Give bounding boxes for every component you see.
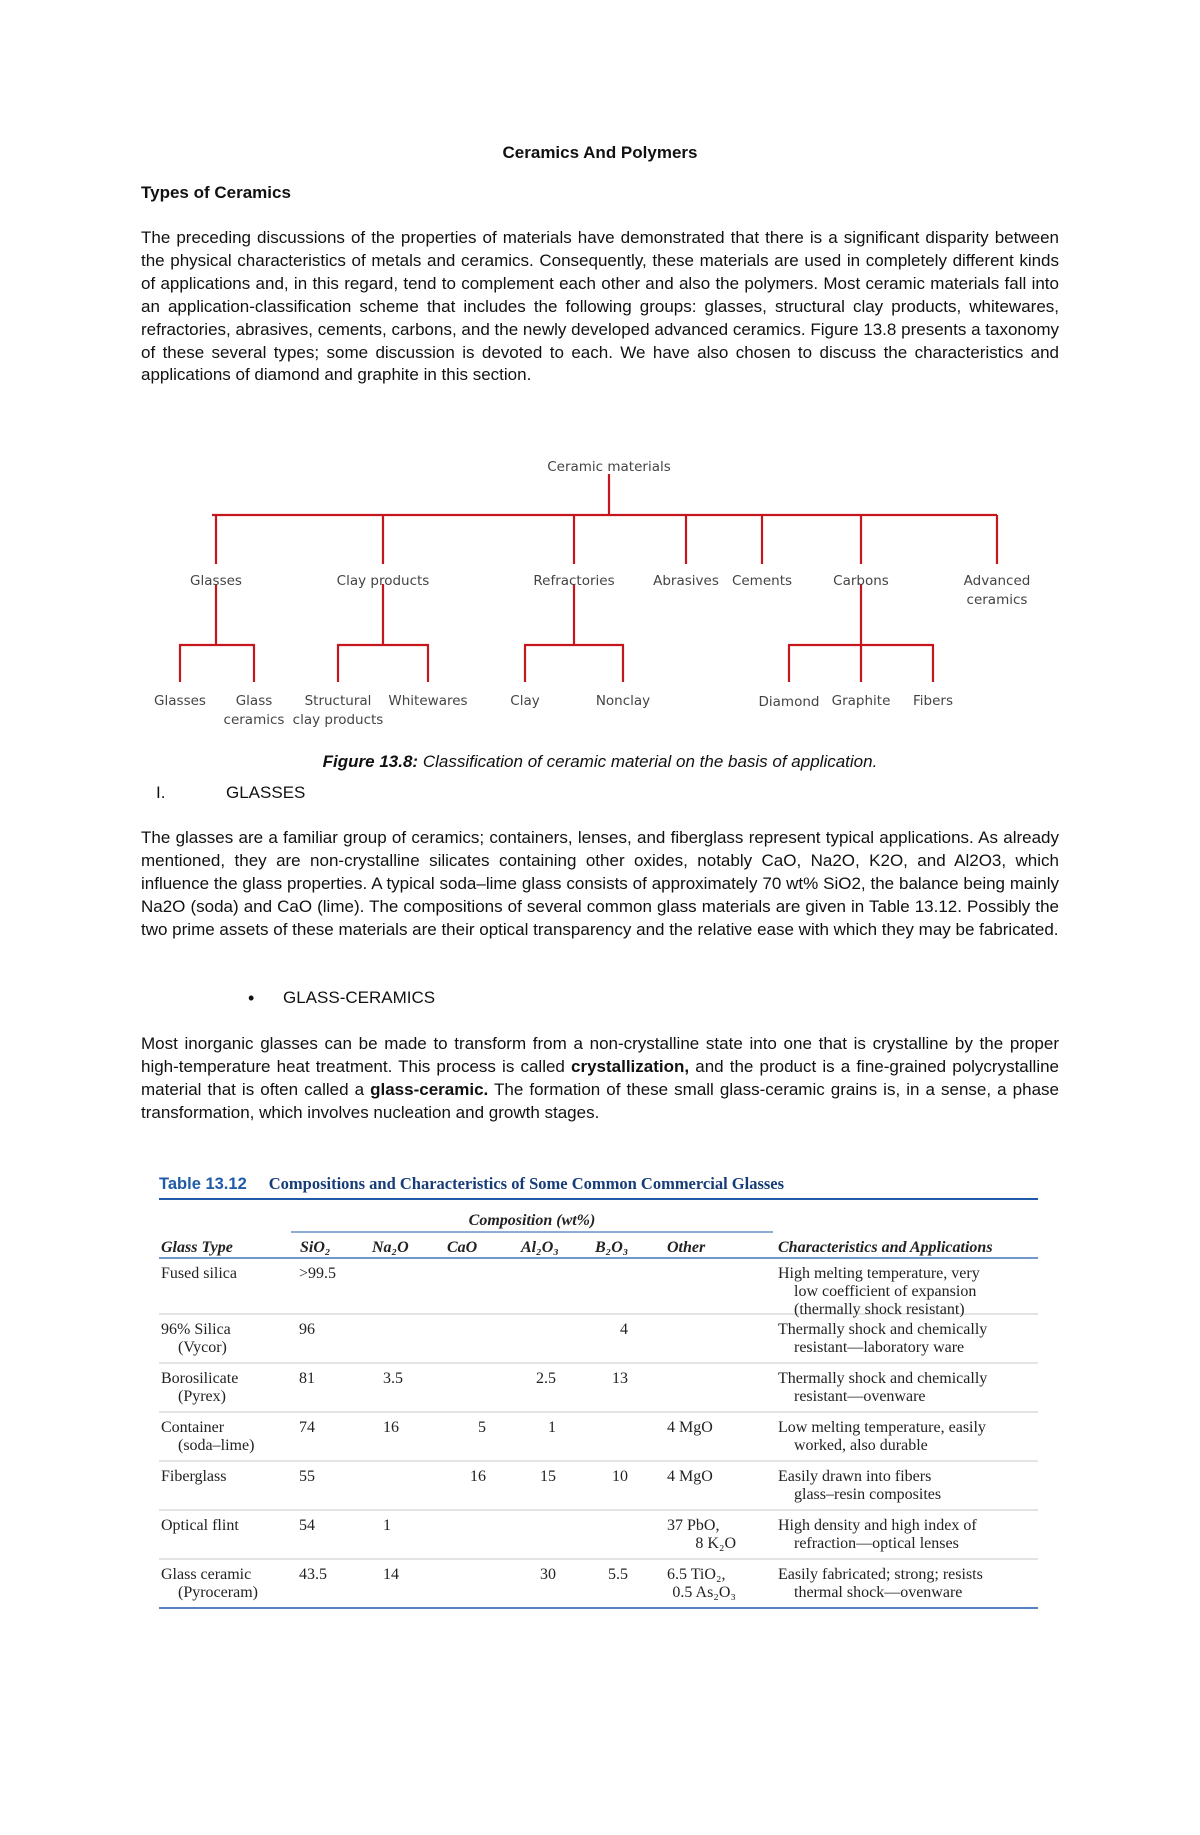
cell-characteristics: resistant—ovenware <box>794 1388 926 1405</box>
leaf-fibers: Fibers <box>913 693 953 709</box>
node-cements: Cements <box>731 573 793 589</box>
leaf-structural-clay-line2: clay products <box>292 712 384 728</box>
cell-al2o3: 15 <box>540 1468 556 1485</box>
cell-characteristics: glass–resin composites <box>794 1486 942 1503</box>
composition-group-header: Composition (wt%) <box>468 1212 596 1229</box>
cell-cao: 5 <box>478 1419 486 1436</box>
cell-other: 8 K₂O <box>695 1535 736 1552</box>
cell-glass-type: Fused silica <box>161 1265 237 1282</box>
cell-other: 0.5 As₂O₃ <box>672 1584 736 1601</box>
cell-characteristics: Low melting temperature, easily <box>778 1419 986 1436</box>
cell-al2o3: 1 <box>548 1419 556 1436</box>
cell-other: 37 PbO, <box>667 1517 720 1534</box>
cell-characteristics: Thermally shock and chemically <box>778 1370 988 1387</box>
cell-na2o: 1 <box>383 1517 391 1534</box>
cell-glass-type: Fiberglass <box>161 1468 227 1485</box>
node-glasses: Glasses <box>190 573 242 589</box>
cell-b2o3: 5.5 <box>608 1566 628 1583</box>
gc-bold-glass-ceramic: glass-ceramic. <box>370 1079 489 1099</box>
glass-compositions-table <box>0 1195 1200 1635</box>
cell-characteristics: thermal shock—ovenware <box>794 1584 963 1601</box>
cell-characteristics: (thermally shock resistant) <box>794 1301 965 1318</box>
col-b2o3: B₂O₃ <box>595 1239 629 1256</box>
cell-sio2: 74 <box>299 1419 315 1436</box>
cell-characteristics: Thermally shock and chemically <box>778 1321 988 1338</box>
leaf-whitewares: Whitewares <box>388 693 468 709</box>
col-characteristics: Characteristics and Applications <box>778 1239 993 1256</box>
leaf-nonclay: Nonclay <box>595 693 651 709</box>
cell-characteristics: High density and high index of <box>778 1517 977 1534</box>
cell-al2o3: 2.5 <box>536 1370 556 1387</box>
node-advanced-ceramics-line2: ceramics <box>966 592 1028 608</box>
table-body <box>161 1265 987 1601</box>
cell-glass-type: (Vycor) <box>178 1339 227 1356</box>
gc-text-a: Most inorganic glasses can be made to transform from a non-crystalline state into one that is crystalline by the proper high-temperature heat treatment. This process is called <box>141 1034 1059 1076</box>
gc-text-b: and the product is a fine-grained polycrystalline material that is often called a <box>141 1056 1059 1099</box>
leaf-glasses: Glasses <box>154 693 206 709</box>
cell-characteristics: worked, also durable <box>794 1437 928 1454</box>
cell-cao: 16 <box>470 1468 486 1485</box>
gc-text-c: The formation of these small glass-ceramic grains is, in a sense, a phase transformation, which involves nucleation and growth stages. <box>141 1079 1059 1122</box>
cell-glass-type: (Pyroceram) <box>178 1584 258 1601</box>
glass-ceramics-paragraph <box>141 1033 1059 1125</box>
leaf-diamond: Diamond <box>758 694 820 710</box>
figure-caption <box>0 752 1200 772</box>
section-number: I. <box>156 783 166 802</box>
col-na2o: Na₂O <box>372 1239 409 1256</box>
cell-other: 4 MgO <box>667 1419 713 1436</box>
table-heading <box>159 1174 784 1194</box>
figure-caption-text: Classification of ceramic material on the basis of application. <box>418 752 878 771</box>
node-clay-products: Clay products <box>336 573 430 589</box>
cell-glass-type: Container <box>161 1419 225 1436</box>
table-title: Compositions and Characteristics of Some Common Commercial Glasses <box>268 1174 785 1193</box>
cell-sio2: 54 <box>299 1517 315 1534</box>
cell-glass-type: Glass ceramic <box>161 1566 252 1583</box>
cell-na2o: 3.5 <box>383 1370 403 1387</box>
section-heading: Types of Ceramics <box>141 183 291 202</box>
cell-characteristics: resistant—laboratory ware <box>794 1339 965 1356</box>
cell-other: 4 MgO <box>667 1468 713 1485</box>
cell-b2o3: 10 <box>612 1468 628 1485</box>
subsection-title: GLASS-CERAMICS <box>283 988 436 1007</box>
cell-sio2: 43.5 <box>299 1566 327 1583</box>
cell-glass-type: (soda–lime) <box>178 1437 255 1454</box>
cell-glass-type: Borosilicate <box>161 1370 239 1387</box>
cell-characteristics: High melting temperature, very <box>778 1265 980 1282</box>
cell-b2o3: 4 <box>620 1321 628 1338</box>
col-other: Other <box>667 1239 706 1256</box>
section-title: GLASSES <box>226 783 306 802</box>
leaf-graphite: Graphite <box>831 693 891 709</box>
cell-na2o: 14 <box>383 1566 399 1583</box>
intro-paragraph: The preceding discussions of the properties of materials have demonstrated that there is a significant disparity between the physical characteristics of metals and ceramics. Consequently, these materials are used in completely different kinds of applications and, in this regard, tend to complement each other and also the polymers. Most ceramic materials fall into an application-classification scheme that includes the following groups: glasses, structural clay products, whitewares, refractories, abrasives, cements, carbons, and the newly developed advanced ceramics. Figure 13.8 presents a taxonomy of these several types; some discussion is devoted to each. We have also chosen to discuss the characteristics and applications of diamond and graphite in this section. <box>141 228 1059 385</box>
node-ceramic-materials: Ceramic materials <box>547 459 671 475</box>
cell-characteristics: low coefficient of expansion <box>794 1283 977 1300</box>
cell-sio2: 55 <box>299 1468 315 1485</box>
col-al2o3: Al₂O₃ <box>521 1239 559 1256</box>
cell-sio2: 96 <box>299 1321 315 1338</box>
figure-caption-label: Figure 13.8: <box>322 752 419 771</box>
bullet-glyph: • <box>248 988 255 1008</box>
ceramic-classification-diagram <box>0 450 1200 740</box>
node-abrasives: Abrasives <box>653 573 719 589</box>
node-carbons: Carbons <box>833 573 889 589</box>
leaf-glass-ceramics-line2: ceramics <box>223 712 285 728</box>
cell-glass-type: (Pyrex) <box>178 1388 226 1405</box>
col-glass-type: Glass Type <box>161 1239 233 1256</box>
leaf-glass-ceramics-line1: Glass <box>235 693 273 709</box>
cell-characteristics: Easily fabricated; strong; resists <box>778 1566 983 1583</box>
leaf-structural-clay-line1: Structural <box>304 693 372 709</box>
node-advanced-ceramics-line1: Advanced <box>963 573 1031 589</box>
cell-sio2: >99.5 <box>299 1265 337 1282</box>
cell-b2o3: 13 <box>612 1370 628 1387</box>
cell-sio2: 81 <box>299 1370 315 1387</box>
node-refractories: Refractories <box>533 573 615 589</box>
cell-other: 6.5 TiO₂, <box>667 1566 726 1583</box>
cell-na2o: 16 <box>383 1419 399 1436</box>
col-cao: CaO <box>447 1239 478 1256</box>
glasses-paragraph: The glasses are a familiar group of ceramics; containers, lenses, and fiberglass represent typical applications. As already mentioned, they are non-crystalline silicates containing other oxides, notably CaO, Na2O, K2O, and Al2O3, which influence the glass properties. A typical soda–lime glass consists of approximately 70 wt% SiO2, the balance being mainly Na2O (soda) and CaO (lime). The compositions of several common glass materials are given in Table 13.12. Possibly the two prime assets of these materials are their optical transparency and the relative ease with which they may be fabricated. <box>141 828 1059 939</box>
gc-bold-crystallization: crystallization, <box>571 1056 690 1076</box>
cell-characteristics: Easily drawn into fibers <box>778 1468 932 1485</box>
document-title: Ceramics And Polymers <box>502 143 698 162</box>
cell-al2o3: 30 <box>540 1566 556 1583</box>
table-number: Table 13.12 <box>159 1175 247 1193</box>
cell-characteristics: refraction—optical lenses <box>794 1535 959 1552</box>
cell-glass-type: Optical flint <box>161 1517 239 1534</box>
col-sio2: SiO₂ <box>300 1239 331 1256</box>
leaf-clay: Clay <box>510 693 540 709</box>
cell-glass-type: 96% Silica <box>161 1321 231 1338</box>
